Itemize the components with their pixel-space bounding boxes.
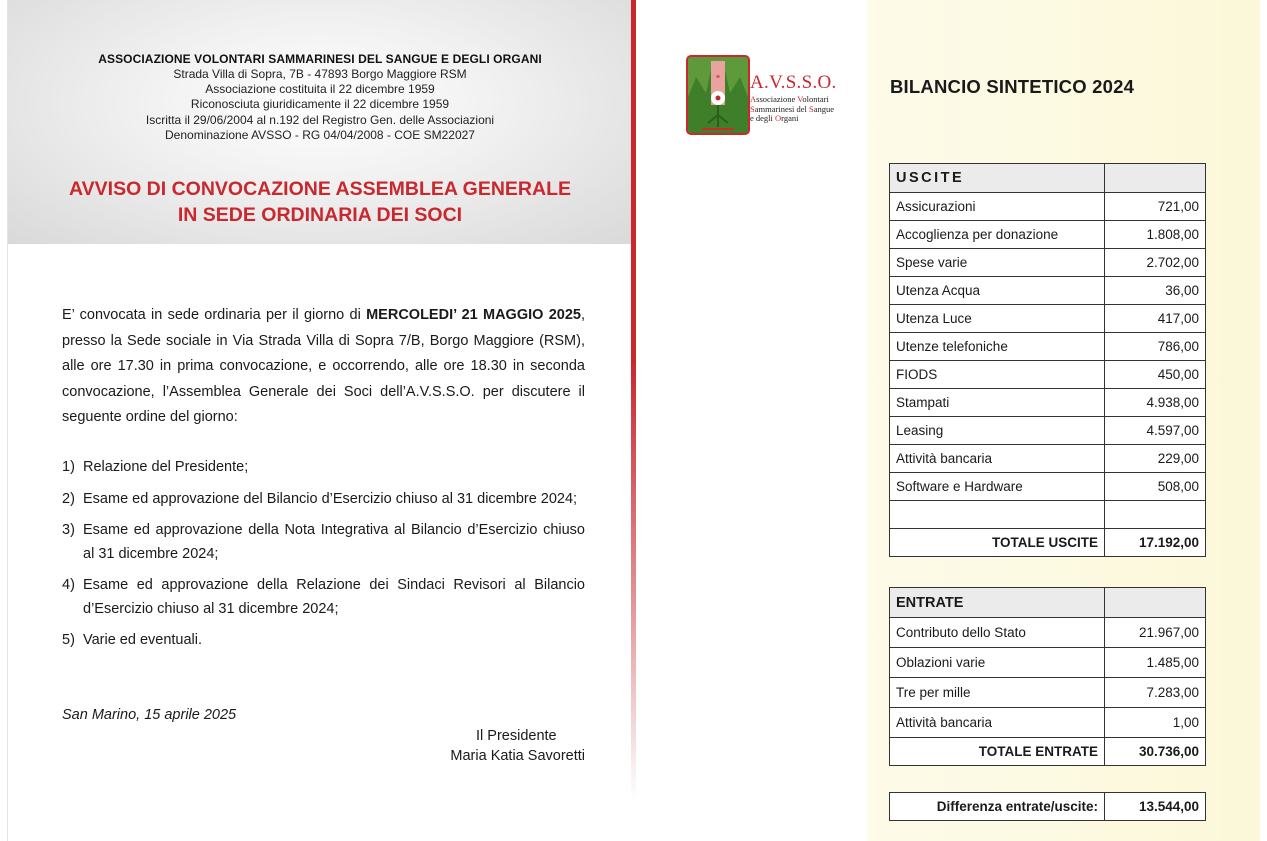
president-role: Il Presidente xyxy=(476,728,557,744)
uscite-total-value: 17.192,00 xyxy=(1105,529,1206,557)
convocation-notice xyxy=(7,0,632,841)
row-value: 2.702,00 xyxy=(1105,249,1206,277)
row-label: Stampati xyxy=(890,389,1105,417)
table-row xyxy=(890,305,1206,333)
entrate-total-label: TOTALE ENTRATE xyxy=(890,738,1105,766)
notice-title xyxy=(8,176,632,228)
row-label: Software e Hardware xyxy=(890,473,1105,501)
table-row xyxy=(890,417,1206,445)
difference-label: Differenza entrate/uscite: xyxy=(890,793,1105,821)
logo-subtitle-line: Sammarinesi del Sangue xyxy=(750,103,835,114)
row-label: Tre per mille xyxy=(890,678,1105,708)
agenda-item-text: Esame ed approvazione della Relazione dei Sindaci Revisori al Bilancio d’Esercizio chiuso al 31 dicembre 2024; xyxy=(83,577,585,617)
association-founded: Associazione costituita il 22 dicembre 1959 xyxy=(205,82,435,97)
row-value: 229,00 xyxy=(1105,445,1206,473)
entrate-header: ENTRATE xyxy=(890,588,1105,618)
agenda-item-number: 4) xyxy=(62,577,75,593)
notice-header xyxy=(8,0,632,244)
notice-date-place: San Marino, 15 aprile 2025 xyxy=(62,707,237,723)
uscite-header: USCITE xyxy=(890,164,1105,193)
notice-title-line-2: IN SEDE ORDINARIA DEI SOCI xyxy=(177,204,463,226)
logo-text xyxy=(750,73,837,124)
row-label: Attività bancaria xyxy=(890,708,1105,738)
row-value: 1.485,00 xyxy=(1105,648,1206,678)
logo-brand: A.V.S.S.O. xyxy=(750,72,837,93)
row-label: Leasing xyxy=(890,417,1105,445)
table-row xyxy=(890,445,1206,473)
agenda-item xyxy=(62,519,585,566)
difference-table xyxy=(889,792,1206,821)
association-recognized: Riconosciuta giuridicamente il 22 dicembre 1959 xyxy=(190,97,450,112)
association-address: Strada Villa di Sopra, 7B - 47893 Borgo Maggiore RSM xyxy=(173,67,467,81)
row-label: Utenze telefoniche xyxy=(890,333,1105,361)
table-row xyxy=(890,708,1206,738)
row-value: 417,00 xyxy=(1105,305,1206,333)
meeting-date: MERCOLEDI’ 21 MAGGIO 2025 xyxy=(366,307,581,323)
row-value: 36,00 xyxy=(1105,277,1206,305)
association-denomination: Denominazione AVSSO - RG 04/04/2008 - COE SM22027 xyxy=(165,127,475,142)
agenda-item-text: Esame ed approvazione della Nota Integrativa al Bilancio d’Esercizio chiuso al 31 dicembre 2024; xyxy=(83,522,585,562)
entrate-total-row xyxy=(890,738,1206,766)
association-name: ASSOCIAZIONE VOLONTARI SAMMARINESI DEL SANGUE E DEGLI ORGANI xyxy=(98,52,542,66)
logo-subtitle xyxy=(750,95,837,124)
signature-block xyxy=(388,726,585,766)
row-value: 4.938,00 xyxy=(1105,389,1206,417)
table-row xyxy=(890,473,1206,501)
row-label: Assicurazioni xyxy=(890,193,1105,221)
agenda-item-number: 1) xyxy=(62,459,75,475)
row-label: Contributo dello Stato xyxy=(890,618,1105,648)
agenda-list xyxy=(62,456,585,661)
agenda-item xyxy=(62,488,585,512)
svg-text:⚭: ⚭ xyxy=(715,73,721,81)
intro-text-before: E’ convocata in sede ordinaria per il giorno di xyxy=(62,307,367,323)
table-header-row xyxy=(890,588,1206,618)
agenda-item xyxy=(62,456,585,480)
association-info xyxy=(8,52,632,143)
row-label: FIODS xyxy=(890,361,1105,389)
row-label: Utenza Luce xyxy=(890,305,1105,333)
notice-title-line-1: AVVISO DI CONVOCAZIONE ASSEMBLEA GENERALE xyxy=(69,178,571,200)
table-row xyxy=(890,333,1206,361)
agenda-item-text: Esame ed approvazione del Bilancio d’Esercizio chiuso al 31 dicembre 2024; xyxy=(83,490,578,507)
row-value: 1.808,00 xyxy=(1105,221,1206,249)
entrate-table xyxy=(889,587,1206,766)
row-value: 1,00 xyxy=(1105,708,1206,738)
president-name: Maria Katia Savoretti xyxy=(450,748,585,764)
row-label: Oblazioni varie xyxy=(890,648,1105,678)
table-row xyxy=(890,277,1206,305)
row-label: Accoglienza per donazione xyxy=(890,221,1105,249)
agenda-item-number: 3) xyxy=(62,522,75,538)
agenda-item-text: Varie ed eventuali. xyxy=(83,632,203,648)
table-row xyxy=(890,678,1206,708)
row-value: 508,00 xyxy=(1105,473,1206,501)
agenda-item-number: 2) xyxy=(62,490,75,507)
table-row xyxy=(890,249,1206,277)
row-value: 7.283,00 xyxy=(1105,678,1206,708)
agenda-item xyxy=(62,574,585,621)
table-row xyxy=(890,648,1206,678)
agenda-item-number: 5) xyxy=(62,632,75,648)
row-value: 21.967,00 xyxy=(1105,618,1206,648)
row-value: 450,00 xyxy=(1105,361,1206,389)
red-divider xyxy=(631,0,636,800)
notice-intro xyxy=(62,303,585,431)
difference-value: 13.544,00 xyxy=(1105,793,1206,821)
logo-subtitle-line: Associazione Volontari xyxy=(750,94,829,104)
table-row xyxy=(890,361,1206,389)
avsso-logo-icon xyxy=(686,55,750,135)
row-value xyxy=(1105,501,1206,529)
row-label: Utenza Acqua xyxy=(890,277,1105,305)
row-label: Spese varie xyxy=(890,249,1105,277)
difference-row xyxy=(890,793,1206,821)
agenda-item xyxy=(62,629,585,653)
table-row xyxy=(890,193,1206,221)
budget-title: BILANCIO SINTETICO 2024 xyxy=(890,76,1135,97)
association-registry: Iscritta il 29/06/2004 al n.192 del Registro Gen. delle Associazioni xyxy=(145,112,495,127)
uscite-total-label: TOTALE USCITE xyxy=(890,529,1105,557)
intro-text-after: , presso la Sede sociale in Via Strada Villa di Sopra 7/B, Borgo Maggiore (RSM), alle ore 17.30 in prima convocazione, e occorrendo, alle ore 18.30 in seconda convocazione, l’Assemblea Generale dei Soci dell’A.V.S.S.O. per discutere il seguente ordine del giorno: xyxy=(62,307,585,425)
uscite-table xyxy=(889,163,1206,557)
table-row xyxy=(890,389,1206,417)
table-row xyxy=(890,618,1206,648)
row-value: 4.597,00 xyxy=(1105,417,1206,445)
table-row xyxy=(890,501,1206,529)
uscite-total-row xyxy=(890,529,1206,557)
row-label xyxy=(890,501,1105,529)
table-header-row xyxy=(890,164,1206,193)
row-value: 786,00 xyxy=(1105,333,1206,361)
entrate-total-value: 30.736,00 xyxy=(1105,738,1206,766)
row-label: Attività bancaria xyxy=(890,445,1105,473)
row-value: 721,00 xyxy=(1105,193,1206,221)
table-row xyxy=(890,221,1206,249)
agenda-item-text: Relazione del Presidente; xyxy=(83,459,249,475)
logo-subtitle-line: e degli Organi xyxy=(750,113,799,124)
